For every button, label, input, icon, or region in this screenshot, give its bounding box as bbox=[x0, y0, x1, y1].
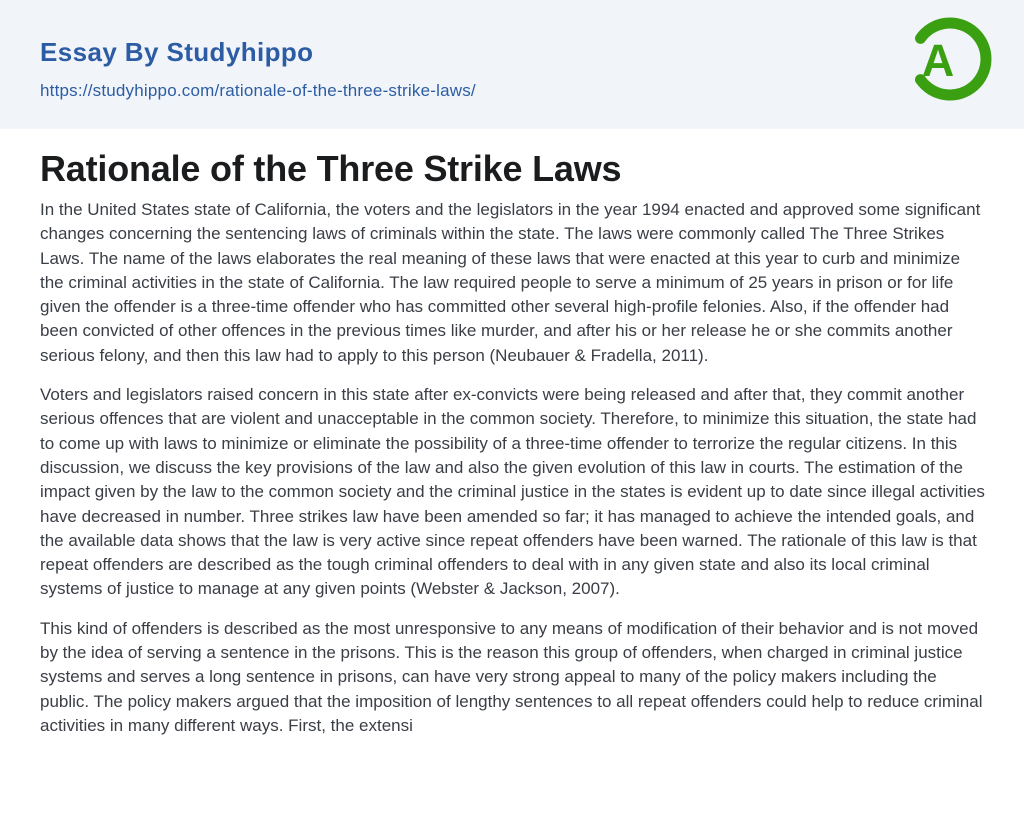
paragraph-3: This kind of offenders is described as the most unresponsive to any means of modification of their behavior and is not moved by the idea of serving a sentence in the prisons. This is the reason this group of offenders, when charged in criminal justice systems and serves a long sentence in prisons, can have very strong appeal to many of the policy makers including the public. The policy makers argued that the imposition of lengthy sentences to all repeat offenders could help to reduce criminal activities in many different ways. First, the extensi bbox=[40, 618, 983, 735]
site-title: Essay By Studyhippo bbox=[40, 37, 314, 67]
page-title: Rationale of the Three Strike Laws bbox=[40, 148, 622, 189]
logo-letter: A bbox=[921, 35, 955, 86]
paragraph-1: In the United States state of California, the voters and the legislators in the year 1994 enacted and approved some significant changes concerning the sentencing laws of criminals within the state. The laws were commonly called The Three Strikes Laws. The name of the laws elaborates the real meaning of these laws that were enacted at this year to curb and minimize the criminal activities in the state of California. The law required people to serve a minimum of 25 years in prison or for life given the offender is a three-time offender who has committed other several high-profile felonies. Also, if the offender had been convicted of other offences in the previous times like murder, and after his or her release he or she commits another serious felony, and then this law had to apply to this person (Neubauer & Fradella, 2011). bbox=[40, 200, 981, 365]
header bbox=[0, 0, 1024, 129]
essay-url-link[interactable]: https://studyhippo.com/rationale-of-the-three-strike-laws/ bbox=[40, 80, 476, 100]
article-body bbox=[0, 129, 1024, 738]
paragraph-2: Voters and legislators raised concern in this state after ex-convicts were being released and after that, they commit another serious offences that are violent and unacceptable in the common society. Therefore, to minimize this situation, the state had to come up with laws to minimize or eliminate the possibility of a three-time offender to terrorize the regular citizens. In this discussion, we discuss the key provisions of the law and also the given evolution of this law in courts. The estimation of the impact given by the law to the common society and the criminal justice in the states is evident up to date since illegal activities have decreased in number. Three strikes law have been amended so far; it has managed to achieve the intended goals, and the available data shows that the law is very active since repeat offenders have been warned. The rationale of this law is that repeat offenders are described as the tough criminal offenders to deal with in any given state and also its local criminal systems of justice to manage at any given points (Webster & Jackson, 2007). bbox=[40, 385, 985, 599]
logo-a-icon bbox=[906, 15, 994, 103]
studyhippo-logo bbox=[906, 15, 994, 103]
